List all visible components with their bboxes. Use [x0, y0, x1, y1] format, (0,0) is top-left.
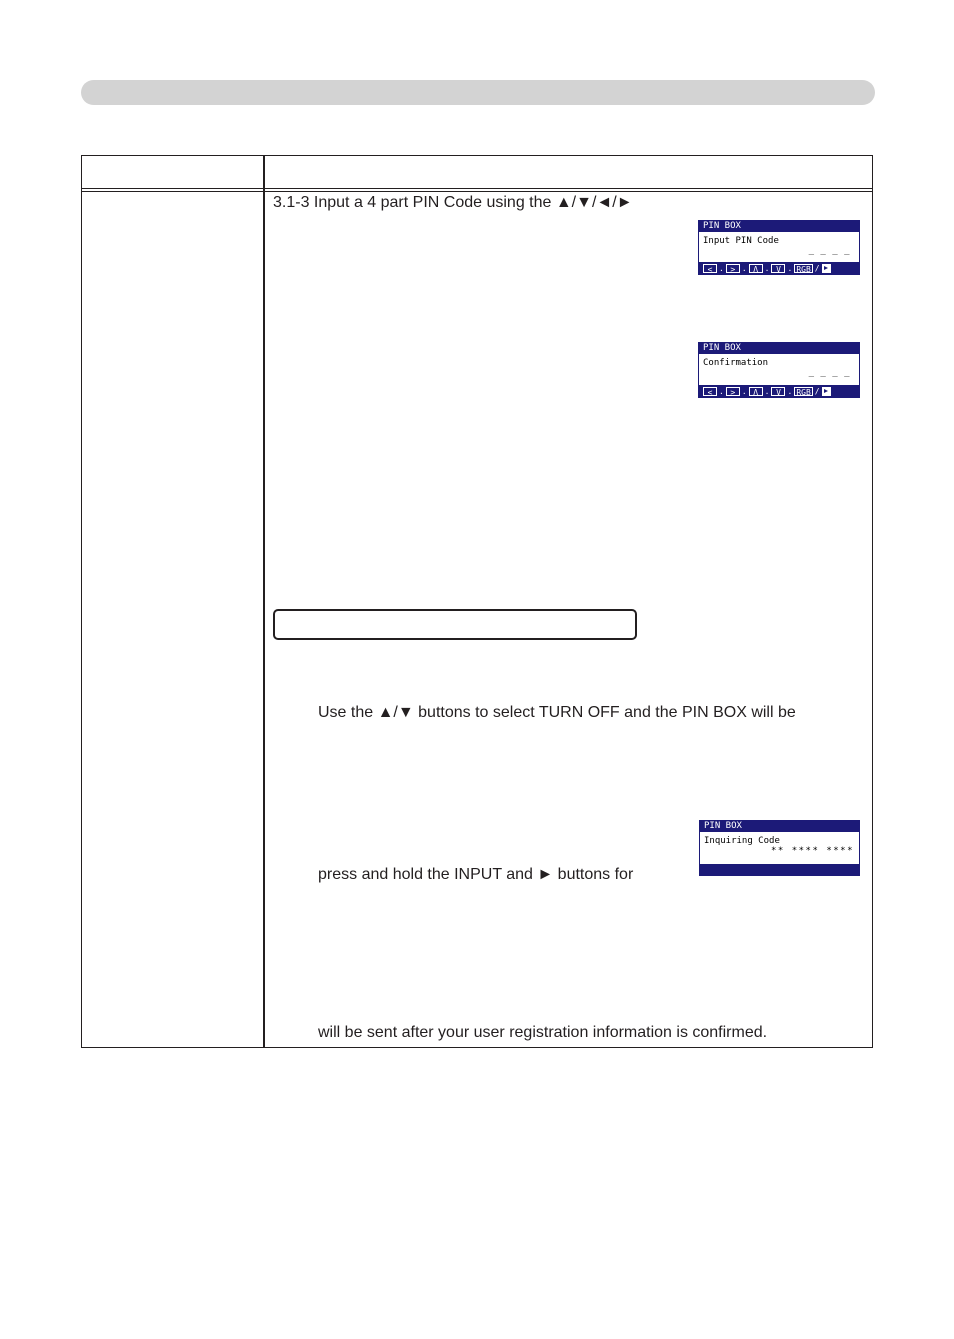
content-table	[81, 155, 873, 1048]
key-slash: /	[814, 263, 820, 273]
key-separator: .	[787, 263, 793, 273]
enter-icon	[822, 387, 831, 396]
right-key-icon: >	[726, 264, 740, 273]
key-separator: .	[764, 263, 770, 273]
osd-key-bar	[699, 385, 859, 397]
osd-inquiring-code: ** **** ****	[770, 846, 854, 856]
turn-off-instruction: Use the ▲/▼ buttons to select TURN OFF and the PIN BOX will be	[318, 704, 796, 721]
section-header-bar	[81, 80, 875, 105]
osd-title: PIN BOX	[699, 343, 859, 354]
registration-note: will be sent after your user registration information is confirmed.	[318, 1024, 768, 1041]
table-header-divider	[82, 188, 872, 189]
rgb-key-icon: RGB	[796, 264, 811, 274]
osd-bottom-bar	[700, 864, 859, 875]
down-key-icon: V	[771, 387, 785, 396]
up-key-icon: Λ	[749, 264, 763, 273]
step-instruction: 3.1-3 Input a 4 part PIN Code using the ▲/▼/◄/►	[273, 194, 633, 211]
osd-label: Confirmation	[703, 358, 769, 368]
pin-box-inquiring-osd	[699, 820, 860, 876]
key-slash: /	[814, 386, 820, 396]
key-separator: .	[764, 386, 770, 396]
right-key-icon: >	[726, 387, 740, 396]
key-separator: .	[741, 386, 747, 396]
osd-pin-placeholder: _ _ _ _	[808, 246, 850, 256]
enter-icon	[822, 264, 831, 273]
table-column-divider	[263, 156, 265, 1047]
osd-label: Inquiring Code	[704, 836, 780, 846]
left-key-icon: <	[703, 264, 717, 273]
pin-box-input-osd	[698, 220, 860, 275]
osd-pin-placeholder: _ _ _ _	[808, 368, 850, 378]
key-separator: .	[787, 386, 793, 396]
key-separator: .	[719, 386, 724, 396]
note-heading-box	[273, 609, 637, 640]
osd-title: PIN BOX	[699, 221, 859, 232]
rgb-key-icon: RGB	[796, 387, 811, 397]
table-header-divider-double	[82, 191, 872, 192]
osd-label: Input PIN Code	[703, 236, 779, 246]
inquiring-instruction: press and hold the INPUT and ► buttons for	[318, 866, 634, 883]
pin-box-confirmation-osd	[698, 342, 860, 398]
up-key-icon: Λ	[749, 387, 763, 396]
key-separator: .	[741, 263, 747, 273]
key-separator: .	[719, 263, 724, 273]
osd-title: PIN BOX	[700, 821, 859, 832]
down-key-icon: V	[771, 264, 785, 273]
left-key-icon: <	[703, 387, 717, 396]
osd-key-bar	[699, 262, 859, 274]
